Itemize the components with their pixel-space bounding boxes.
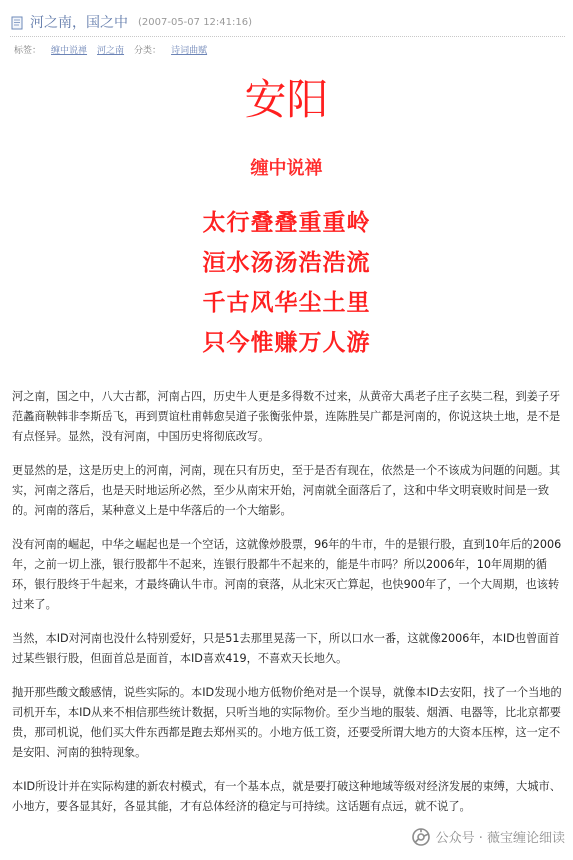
- poem-author: 缠中说禅: [250, 158, 323, 179]
- tag-link[interactable]: 河之南: [97, 45, 125, 56]
- category-link[interactable]: 诗词曲赋: [171, 45, 208, 56]
- article-paragraph: 河之南，国之中，八大古都，河南占四，历史牛人更是多得数不过来，从黄帝大禹老子庄子玄奘二程，到姜子牙范蠡商鞅韩非李斯岳飞，再到贾谊杜甫韩愈吴道子张衡张仲景，连陈胜吴广都是河南的，你说这块土地，是不是有点怪异。显然，没有河南，中国历史将彻底改写。: [12, 390, 561, 443]
- article-paragraph: 当然，本ID对河南也没什么特别爱好，只是51去那里晃荡一下，所以口水一番，这就像2006年，本ID也曾面首过某些银行股，但面首总是面首，本ID喜欢419，不喜欢天长地久。: [12, 632, 560, 665]
- article-paragraph: 抛开那些酸文酸感情，说些实际的。本ID发现小地方低物价绝对是一个误导，就像本ID去安阳，找了一个当地的司机开车，本ID从来不相信那些统计数据，只听当地的实际物价。至少当地的服装、烟酒、电器等，比北京都要贵，那司机说，他们买大件东西都是跑去郑州买的。小地方低工资，还要受所谓大地方的大资本压榨，这一定不是安阳、河南的独特现象。: [12, 686, 562, 759]
- post-title-link[interactable]: 河之南，国之中: [30, 15, 128, 31]
- tag-link[interactable]: 缠中说禅: [51, 45, 88, 56]
- article-paragraph: 本ID所设计并在实际构建的新农村模式，有一个基本点，就是要打破这种地域等级对经济发展的束缚，大城市、小地方，要各显其好，各显其能，才有总体经济的稳定与可持续。这话题有点远，就不说了。: [12, 780, 561, 813]
- wechat-icon: [412, 828, 430, 846]
- article-paragraph: 没有河南的崛起，中华之崛起也是一个空话，这就像炒股票，96年的牛市，牛的是银行股，直到10年后的2006年，之前一切上涨，银行股都牛不起来，连银行股都牛不起来的，能是牛市吗？所以2006年，10年周期的循环，银行股终于牛起来，才最终确认牛市。河南的衰落，从北宋灭亡算起，也快900年了，一个大周期，也该转过来了。: [12, 538, 562, 611]
- post-meta: [14, 42, 207, 56]
- document-icon: [10, 15, 24, 31]
- post-header: [10, 10, 565, 37]
- category-label: 分类：: [134, 45, 162, 56]
- poem-line: 洹水汤汤浩浩流: [202, 249, 371, 276]
- post-date: (2007-05-07 12:41:16): [138, 17, 253, 28]
- article-body: [12, 387, 562, 831]
- poem-line: 太行叠叠重重岭: [202, 209, 371, 236]
- article-paragraph: 更显然的是，这是历史上的河南，河南，现在只有历史，至于是否有现在，依然是一个不该成为问题的问题。其实，河南之落后，也是天时地运所必然，至少从南宋开始，河南就全面落后了，这和中华文明衰败时间是一致的。河南的落后，某种意义上是中华落后的一个大缩影。: [12, 464, 561, 517]
- tags-label: 标签：: [14, 45, 42, 56]
- poem-line: 千古风华尘土里: [202, 289, 371, 316]
- poem-title: 安阳: [244, 75, 329, 124]
- poem-line: 只今惟赚万人游: [202, 329, 371, 356]
- wechat-watermark: [412, 827, 565, 846]
- watermark-text: 公众号 · 薇宝缠论细读: [435, 831, 565, 846]
- poem-body: [0, 203, 573, 363]
